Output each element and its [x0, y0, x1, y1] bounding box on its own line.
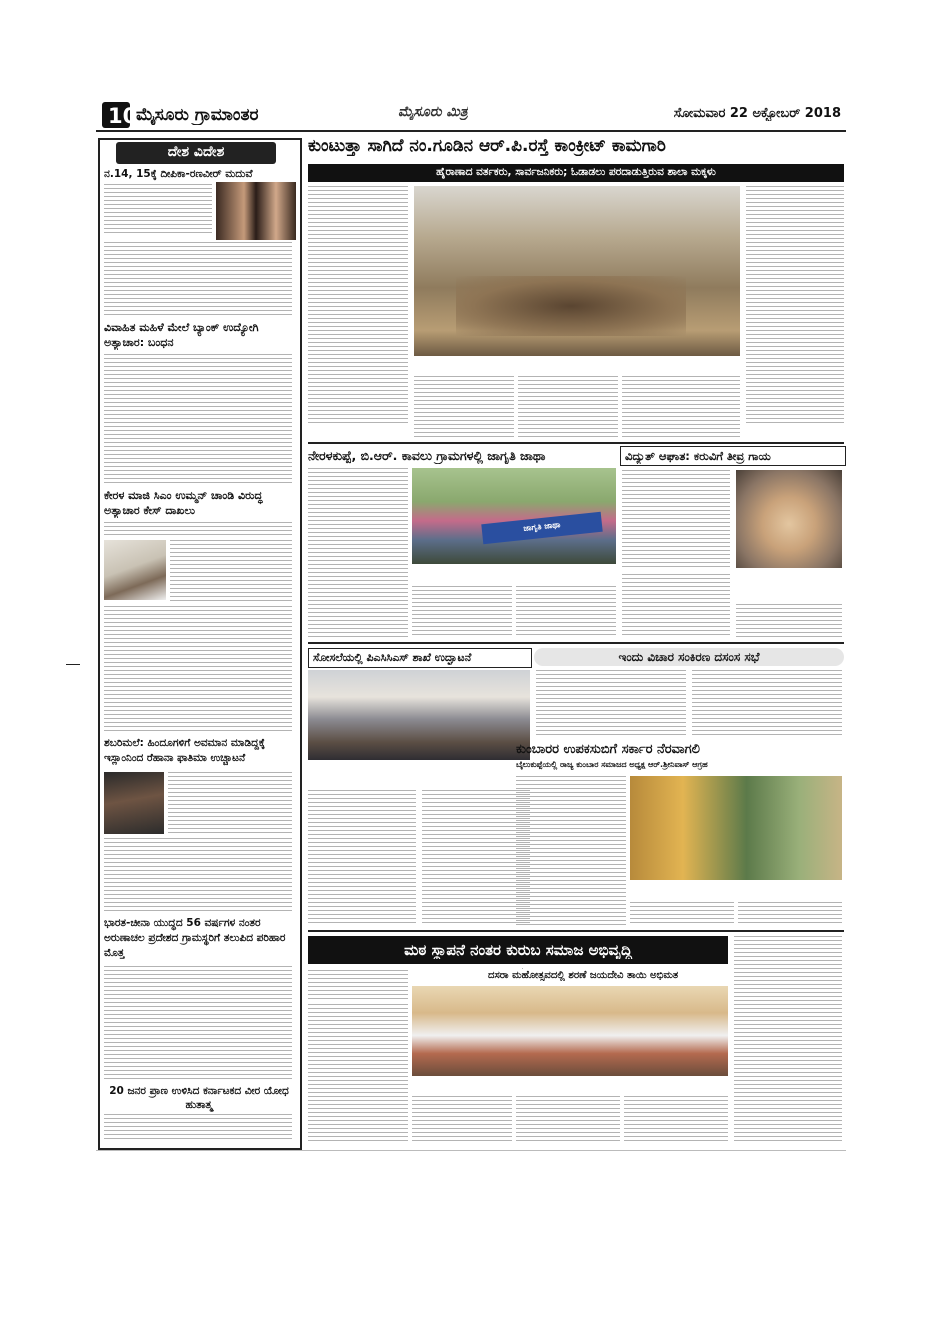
story7-text-col2 — [412, 1096, 512, 1142]
story1-subhead: ಹೈರಾಣಾದ ವರ್ತಕರು, ಸಾರ್ವಜನಿಕರು; ಓಡಾಡಲು ಪರದಾಡುತ್ತಿರುವ ಶಾಲಾ ಮಕ್ಕಳು — [436, 166, 716, 178]
story5-text-col1 — [536, 670, 686, 736]
story1-rule — [308, 442, 844, 444]
story1-photo-caption — [414, 358, 740, 374]
story7-headline-bar — [308, 936, 728, 964]
left-headline-4 — [104, 736, 294, 766]
story4-headline-box — [308, 648, 532, 668]
story2-rally-banner — [481, 512, 602, 544]
left-headline-5 — [104, 916, 294, 961]
photo-oommen-chandy — [104, 540, 166, 600]
story1-text-bottom-c — [622, 376, 740, 438]
photo-rehana-fathima — [104, 772, 164, 834]
story7-text-col-right — [734, 936, 842, 1142]
story6-text-col3 — [738, 902, 842, 926]
story6-rule — [308, 930, 844, 932]
left-headline-5-text: ಭಾರತ-ಚೀನಾ ಯುದ್ಧದ 56 ವರ್ಷಗಳ ನಂತರ ಅರುಣಾಚಲ ಪ್ರದೇಶದ ಗ್ರಾಮಸ್ಥರಿಗೆ ತಲುಪಿದ ಪರಿಹಾರ ಮೊತ್ತ — [104, 917, 286, 959]
story2-text-col1 — [308, 468, 408, 638]
story3-text-bottom-right — [736, 604, 842, 638]
left-text-5 — [104, 966, 292, 1080]
story3-text-bottom — [622, 574, 730, 636]
page-number: 10 — [108, 104, 138, 128]
story1-text-bottom-b — [518, 376, 618, 438]
left-text-3a — [104, 522, 292, 538]
story5-text-col2 — [692, 670, 842, 736]
left-headline-2-text: ವಿವಾಹಿತ ಮಹಿಳೆ ಮೇಲೆ ಬ್ಯಾಂಕ್ ಉದ್ಯೋಗಿ ಅತ್ಯಾಚಾರ: ಬಂಧನ — [104, 321, 259, 349]
section-tab-label: ದೇಶ ವಿದೇಶ — [167, 144, 225, 160]
newspaper-page — [96, 96, 846, 1246]
left-headline-6 — [104, 1084, 294, 1112]
story1-subhead-bar — [308, 164, 844, 182]
left-text-1b — [104, 242, 292, 316]
story1-headline: ಕುಂಟುತ್ತಾ ಸಾಗಿದೆ ನಂ.ಗೂಡಿನ ಆರ್.ಪಿ.ರಸ್ತೆ ಕಾಂಕ್ರೀಟ್ ಕಾಮಗಾರಿ — [308, 136, 666, 156]
story2-banner-text: ಜಾಗೃತಿ ಜಾಥಾ — [522, 520, 561, 533]
story7-text-col3 — [516, 1096, 620, 1142]
left-text-3b — [170, 540, 292, 602]
story4-text-col1 — [308, 790, 416, 924]
story2-rally-photo — [412, 468, 616, 564]
story6-subhead: ಬೈಲುಕುಪ್ಪೆಯಲ್ಲಿ ರಾಜ್ಯ ಕುಂಬಾರ ಸಮಾಜದ ಅಧ್ಯಕ್ಷ ಆರ್.ಶ್ರೀನಿವಾಸ್ ಆಗ್ರಹ — [516, 760, 708, 769]
story7-text-col1b — [308, 1004, 408, 1142]
story6-text-col2 — [630, 902, 734, 926]
story4-headline: ಸೋಸಲೆಯಲ್ಲಿ ಪಿಎಸಿಸಿಎಸ್ ಶಾಖೆ ಉದ್ಘಾಟನೆ — [313, 651, 472, 664]
story1-road-photo-trench — [456, 276, 686, 336]
story7-photo-caption — [412, 1078, 728, 1094]
story6-text-col1 — [516, 776, 626, 926]
section-title: ಮೈಸೂರು ಗ್ರಾಮಾಂತರ — [136, 105, 259, 125]
masthead: ಮೈಸೂರು ಮಿತ್ರ — [398, 104, 468, 120]
header-rule — [96, 130, 846, 132]
story23-rule — [308, 642, 844, 644]
story3-text-col1 — [622, 470, 730, 570]
story5-headline: ಇಂದು ವಿಚಾರ ಸಂಕಿರಣ ದಸಂಸ ಸಭೆ — [618, 650, 760, 664]
section-tab — [116, 142, 276, 164]
story1-text-bottom-a — [414, 376, 514, 438]
story4-text-col2 — [422, 790, 530, 924]
story3-headline-box — [620, 446, 846, 466]
left-headline-3 — [104, 488, 294, 518]
story7-text-intro — [522, 968, 523, 969]
left-headline-6-text: 20 ಜನರ ಪ್ರಾಣ ಉಳಿಸಿದ ಕರ್ನಾಟಕದ ವೀರ ಯೋಧ ಹುತಾತ್ಮ — [109, 1085, 289, 1111]
story2-photo-caption — [412, 566, 616, 582]
page-number-box — [102, 102, 138, 128]
photo-deepika-ranveer — [216, 182, 296, 240]
left-text-1a — [104, 184, 212, 234]
left-headline-3-text: ಕೇರಳ ಮಾಜಿ ಸಿಎಂ ಉಮ್ಮನ್ ಚಾಂಡಿ ವಿರುದ್ಧ ಅತ್ಯಾಚಾರ ಕೇಸ್ ದಾಖಲು — [104, 489, 263, 517]
story5-headline-bar — [534, 648, 844, 666]
story2-text-col3 — [516, 586, 616, 638]
left-text-6 — [104, 1114, 292, 1142]
left-headline-2 — [104, 320, 294, 350]
story6-temple-photo — [630, 776, 842, 880]
left-text-2 — [104, 354, 292, 484]
story3-photo-caption — [736, 570, 842, 600]
story4-photo-caption — [308, 762, 530, 788]
left-text-4a — [168, 772, 292, 834]
story1-text-col1 — [308, 186, 408, 426]
story3-headline: ವಿದ್ಯುತ್ ಆಘಾತ: ಕರುವಿಗೆ ತೀವ್ರ ಗಾಯ — [625, 449, 771, 463]
story2-headline: ನೇರಳಕುಪ್ಪೆ, ಬಿ.ಆರ್. ಕಾವಲು ಗ್ರಾಮಗಳಲ್ಲಿ ಜಾಗೃತಿ ಜಾಥಾ — [308, 448, 546, 463]
story2-text-col2 — [412, 586, 512, 638]
story7-subhead: ದಸರಾ ಮಹೋತ್ಸವದಲ್ಲಿ ಶರಣೆ ಜಯದೇವಿ ತಾಯಿ ಅಭಿಮತ — [488, 970, 679, 981]
issue-date: ಸೋಮವಾರ 22 ಅಕ್ಟೋಬರ್ 2018 — [673, 106, 841, 121]
story6-headline: ಕುಂಬಾರರ ಉಪಕಸುಬಿಗೆ ಸರ್ಕಾರ ನೆರವಾಗಲಿ — [516, 742, 700, 757]
story1-text-col-right — [746, 186, 844, 426]
story7-text-col4 — [624, 1096, 728, 1142]
left-headline-4-text: ಶಬರಿಮಲೆ: ಹಿಂದೂಗಳಿಗೆ ಅವಮಾನ ಮಾಡಿದ್ದಕ್ಕೆ ಇಸ್ಲಾಂನಿಂದ ರೆಹಾನಾ ಫಾತಿಮಾ ಉಚ್ಚಾಟನೆ — [104, 737, 266, 764]
left-text-4b — [104, 838, 292, 912]
footer-rule — [96, 1150, 846, 1151]
story4-inauguration-photo — [308, 670, 530, 760]
registration-mark-left — [66, 664, 80, 665]
story7-stage-photo — [412, 986, 728, 1076]
story7-text-col1 — [308, 970, 408, 1000]
left-headline-1: ನ.14, 15ಕ್ಕೆ ದೀಪಿಕಾ-ರಣವೀರ್ ಮದುವೆ — [104, 168, 253, 180]
left-text-3c — [104, 606, 292, 734]
story3-calf-photo — [736, 470, 842, 568]
story7-headline: ಮಠ ಸ್ಥಾಪನೆ ನಂತರ ಕುರುಬ ಸಮಾಜ ಅಭಿವೃದ್ಧಿ — [404, 941, 632, 959]
story6-photo-caption — [630, 882, 842, 900]
